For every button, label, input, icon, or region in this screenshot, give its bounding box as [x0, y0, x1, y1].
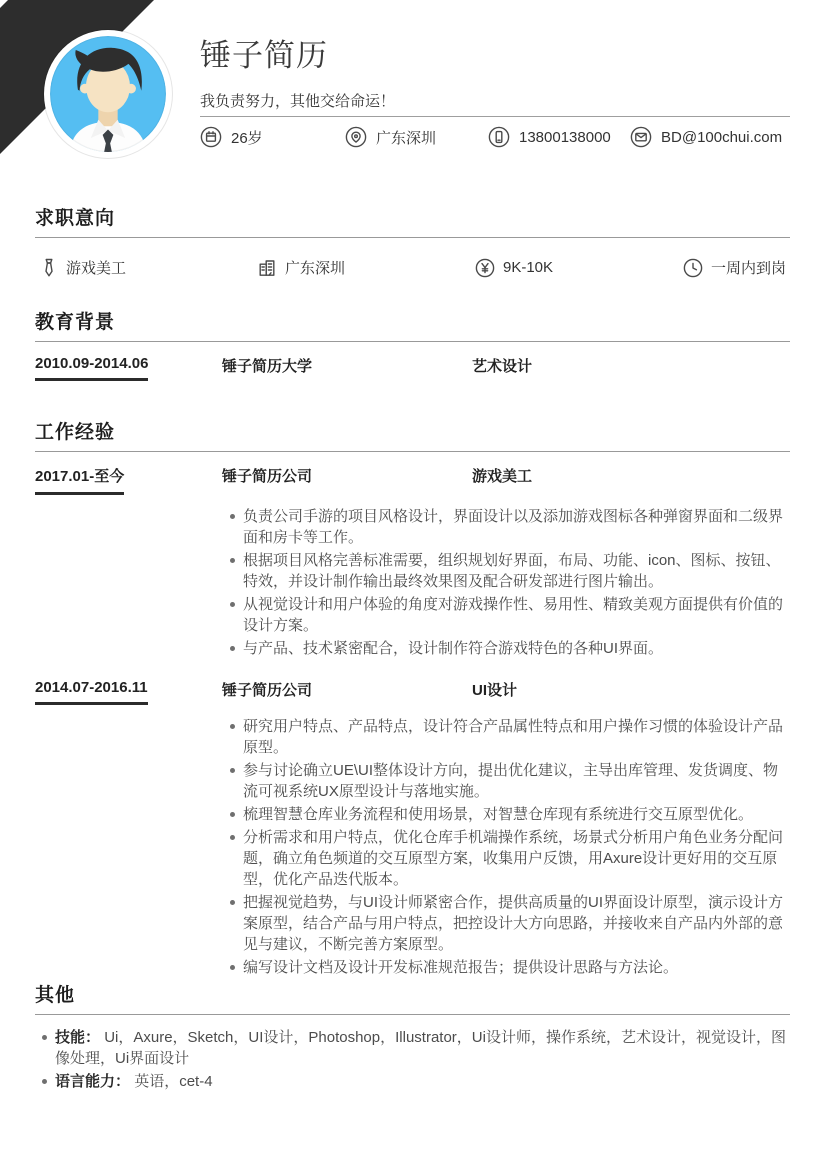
experience-1-period: 2017.01-至今 — [35, 465, 124, 495]
bullet-item: 与产品、技术紧密配合，设计制作符合游戏特色的各种UI界面。 — [228, 638, 790, 659]
experience-1-role: 游戏美工 — [472, 468, 533, 485]
intention-city-text: 广东深圳 — [285, 260, 346, 277]
calendar-icon — [200, 126, 222, 148]
other-list — [40, 1027, 790, 1092]
education-major: 艺术设计 — [472, 358, 533, 375]
intention-position-text: 游戏美工 — [66, 260, 127, 277]
section-experience — [35, 417, 790, 980]
education-school: 锤子简历大学 — [222, 358, 313, 375]
section-title-intention: 求职意向 — [35, 203, 790, 238]
intention-city — [257, 257, 475, 278]
contact-email-text: BD@100chui.com — [661, 128, 783, 146]
contact-location-text: 广东深圳 — [376, 129, 437, 147]
bullet-item: 编写设计文档及设计开发标准规范报告；提供设计思路与方法论。 — [228, 957, 790, 978]
contact-phone-text: 13800138000 — [519, 128, 611, 146]
bullet-item: 梳理智慧仓库业务流程和使用场景，对智慧仓库现有系统进行交互原型优化。 — [228, 804, 790, 825]
bullet-item: 从视觉设计和用户体验的角度对游戏操作性、易用性、精致美观方面提供有价值的设计方案。 — [228, 594, 790, 636]
education-entry — [35, 355, 790, 381]
experience-2-company: 锤子简历公司 — [222, 682, 313, 699]
bullet-item: 负责公司手游的项目风格设计，界面设计以及添加游戏图标各种弹窗界面和二级界面和房卡等工作。 — [228, 506, 790, 548]
language-item — [40, 1071, 790, 1092]
section-title-other: 其他 — [35, 980, 790, 1015]
resume-name: 锤子简历 — [200, 38, 328, 73]
skills-item — [40, 1027, 790, 1069]
experience-1-company: 锤子简历公司 — [222, 468, 313, 485]
experience-entry-1-header — [35, 465, 790, 495]
experience-entry-2-header — [35, 679, 790, 705]
contact-email — [630, 126, 782, 148]
skills-label: 技能： — [55, 1029, 101, 1046]
bullet-item: 分析需求和用户特点，优化仓库手机端操作系统，场景式分析用户角色业务分配问题，确立角色频道的交互原型方案，收集用户反馈，用Axure设计更好用的交互原型，优化产品迭代版本。 — [228, 827, 790, 890]
contact-phone — [488, 126, 630, 148]
experience-entry-1 — [35, 465, 790, 659]
contact-age-text: 26岁 — [231, 129, 263, 147]
experience-entry-2 — [35, 679, 790, 978]
section-title-experience: 工作经验 — [35, 417, 790, 452]
language-text: 英语，cet-4 — [134, 1073, 213, 1090]
intention-salary — [475, 257, 683, 278]
resume-motto: 我负责努力，其他交给命运！ — [200, 93, 396, 110]
section-other — [35, 980, 790, 1094]
avatar-illustration — [50, 36, 166, 152]
intention-availability-text: 一周内到岗 — [711, 260, 787, 277]
building-icon — [257, 258, 277, 278]
contact-age — [200, 126, 345, 148]
experience-2-period: 2014.07-2016.11 — [35, 679, 148, 705]
tie-icon — [40, 258, 58, 278]
section-title-education: 教育背景 — [35, 307, 790, 342]
bullet-item: 把握视觉趋势，与UI设计师紧密合作，提供高质量的UI界面设计原型，演示设计方案原型，结合产品与用户特点，把控设计大方向思路，并接收来自产品内外部的意见与建议，不断完善方案原型。 — [228, 892, 790, 955]
experience-1-bullets — [228, 506, 790, 659]
contact-location — [345, 126, 488, 148]
location-icon — [345, 126, 367, 148]
skills-text: Ui，Axure，Sketch，UI设计，Photoshop，Illustrator，Ui设计师，操作系统，艺术设计，视觉设计，图像处理，Ui界面设计 — [55, 1029, 786, 1067]
section-job-intention — [35, 203, 790, 278]
intention-position — [40, 257, 257, 278]
intention-salary-text: 9K-10K — [503, 259, 554, 276]
section-education — [35, 307, 790, 381]
intention-row — [35, 257, 790, 278]
intention-availability — [683, 257, 790, 278]
experience-2-bullets — [228, 716, 790, 978]
contact-row — [200, 126, 800, 148]
education-period: 2010.09-2014.06 — [35, 355, 148, 381]
bullet-item: 研究用户特点、产品特点，设计符合产品属性特点和用户操作习惯的体验设计产品原型。 — [228, 716, 790, 758]
bullet-item: 参与讨论确立UE\UI整体设计方向，提出优化建议，主导出库管理、发货调度、物流可视系统UX原型设计与落地实施。 — [228, 760, 790, 802]
email-icon — [630, 126, 652, 148]
bullet-item: 根据项目风格完善标准需要，组织规划好界面，布局、功能、icon、图标、按钮、特效，并设计制作输出最终效果图及配合研发部进行图片输出。 — [228, 550, 790, 592]
language-label: 语言能力： — [55, 1073, 131, 1090]
salary-icon — [475, 258, 495, 278]
clock-icon — [683, 258, 703, 278]
experience-2-role: UI设计 — [472, 682, 518, 699]
avatar — [44, 30, 172, 158]
header-divider — [200, 116, 790, 117]
phone-icon — [488, 126, 510, 148]
